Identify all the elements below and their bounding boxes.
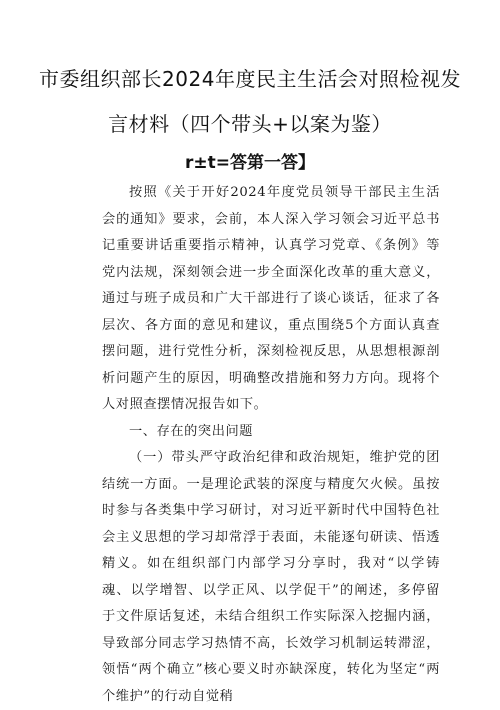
document-body [102, 180, 440, 710]
intro-paragraph: 按照《关于开好2024年度党员领导干部民主生活会的通知》要求，会前，本人深入学习领会习近平总书记重要讲话重要指示精神，认真学习党章、《条例》等党内法规，深刻领会进一步全面深化改革的重大意义，通过与班子成员和广大干部进行了谈心谈话，征求了各层次、各方面的意见和建议，重点围绕5个方面认真查摆问题，进行党性分析，深刻检视反思，从思想根源剖析问题产生的原因，明确整改措施和努力方向。现将个人对照查摆情况报告如下。 [102, 185, 440, 412]
document-subtitle: r±t=答第一答】 [185, 153, 315, 173]
section-heading: 一、存在的突出问题 [129, 423, 254, 439]
section-paragraph: （一）带头严守政治纪律和政治规矩，维护党的团结统一方面。一是理论武装的深度与精度欠火候。虽按时参与各类集中学习研讨，对习近平新时代中国特色社会主义思想的学习却常浮于表面，未能逐句研读、悟透精义。如在组织部门内部学习分享时，我对“以学铸魂、以学增智、以学正风、以学促干”的阐述，多停留于文件原话复述，未结合组织工作实际深入挖掘内涵，导致部分同志学习热情不高，长效学习机制运转滞涩，领悟“两个确立”核心要义时亦缺深度，转化为坚定“两个维护”的行动自觉稍 [102, 450, 440, 704]
document-title-line-1: 市委组织部长2024年度民主生活会对照检视发 [39, 67, 461, 91]
document-title-line-2: 言材料（四个带头+以案为鉴） [108, 112, 392, 136]
